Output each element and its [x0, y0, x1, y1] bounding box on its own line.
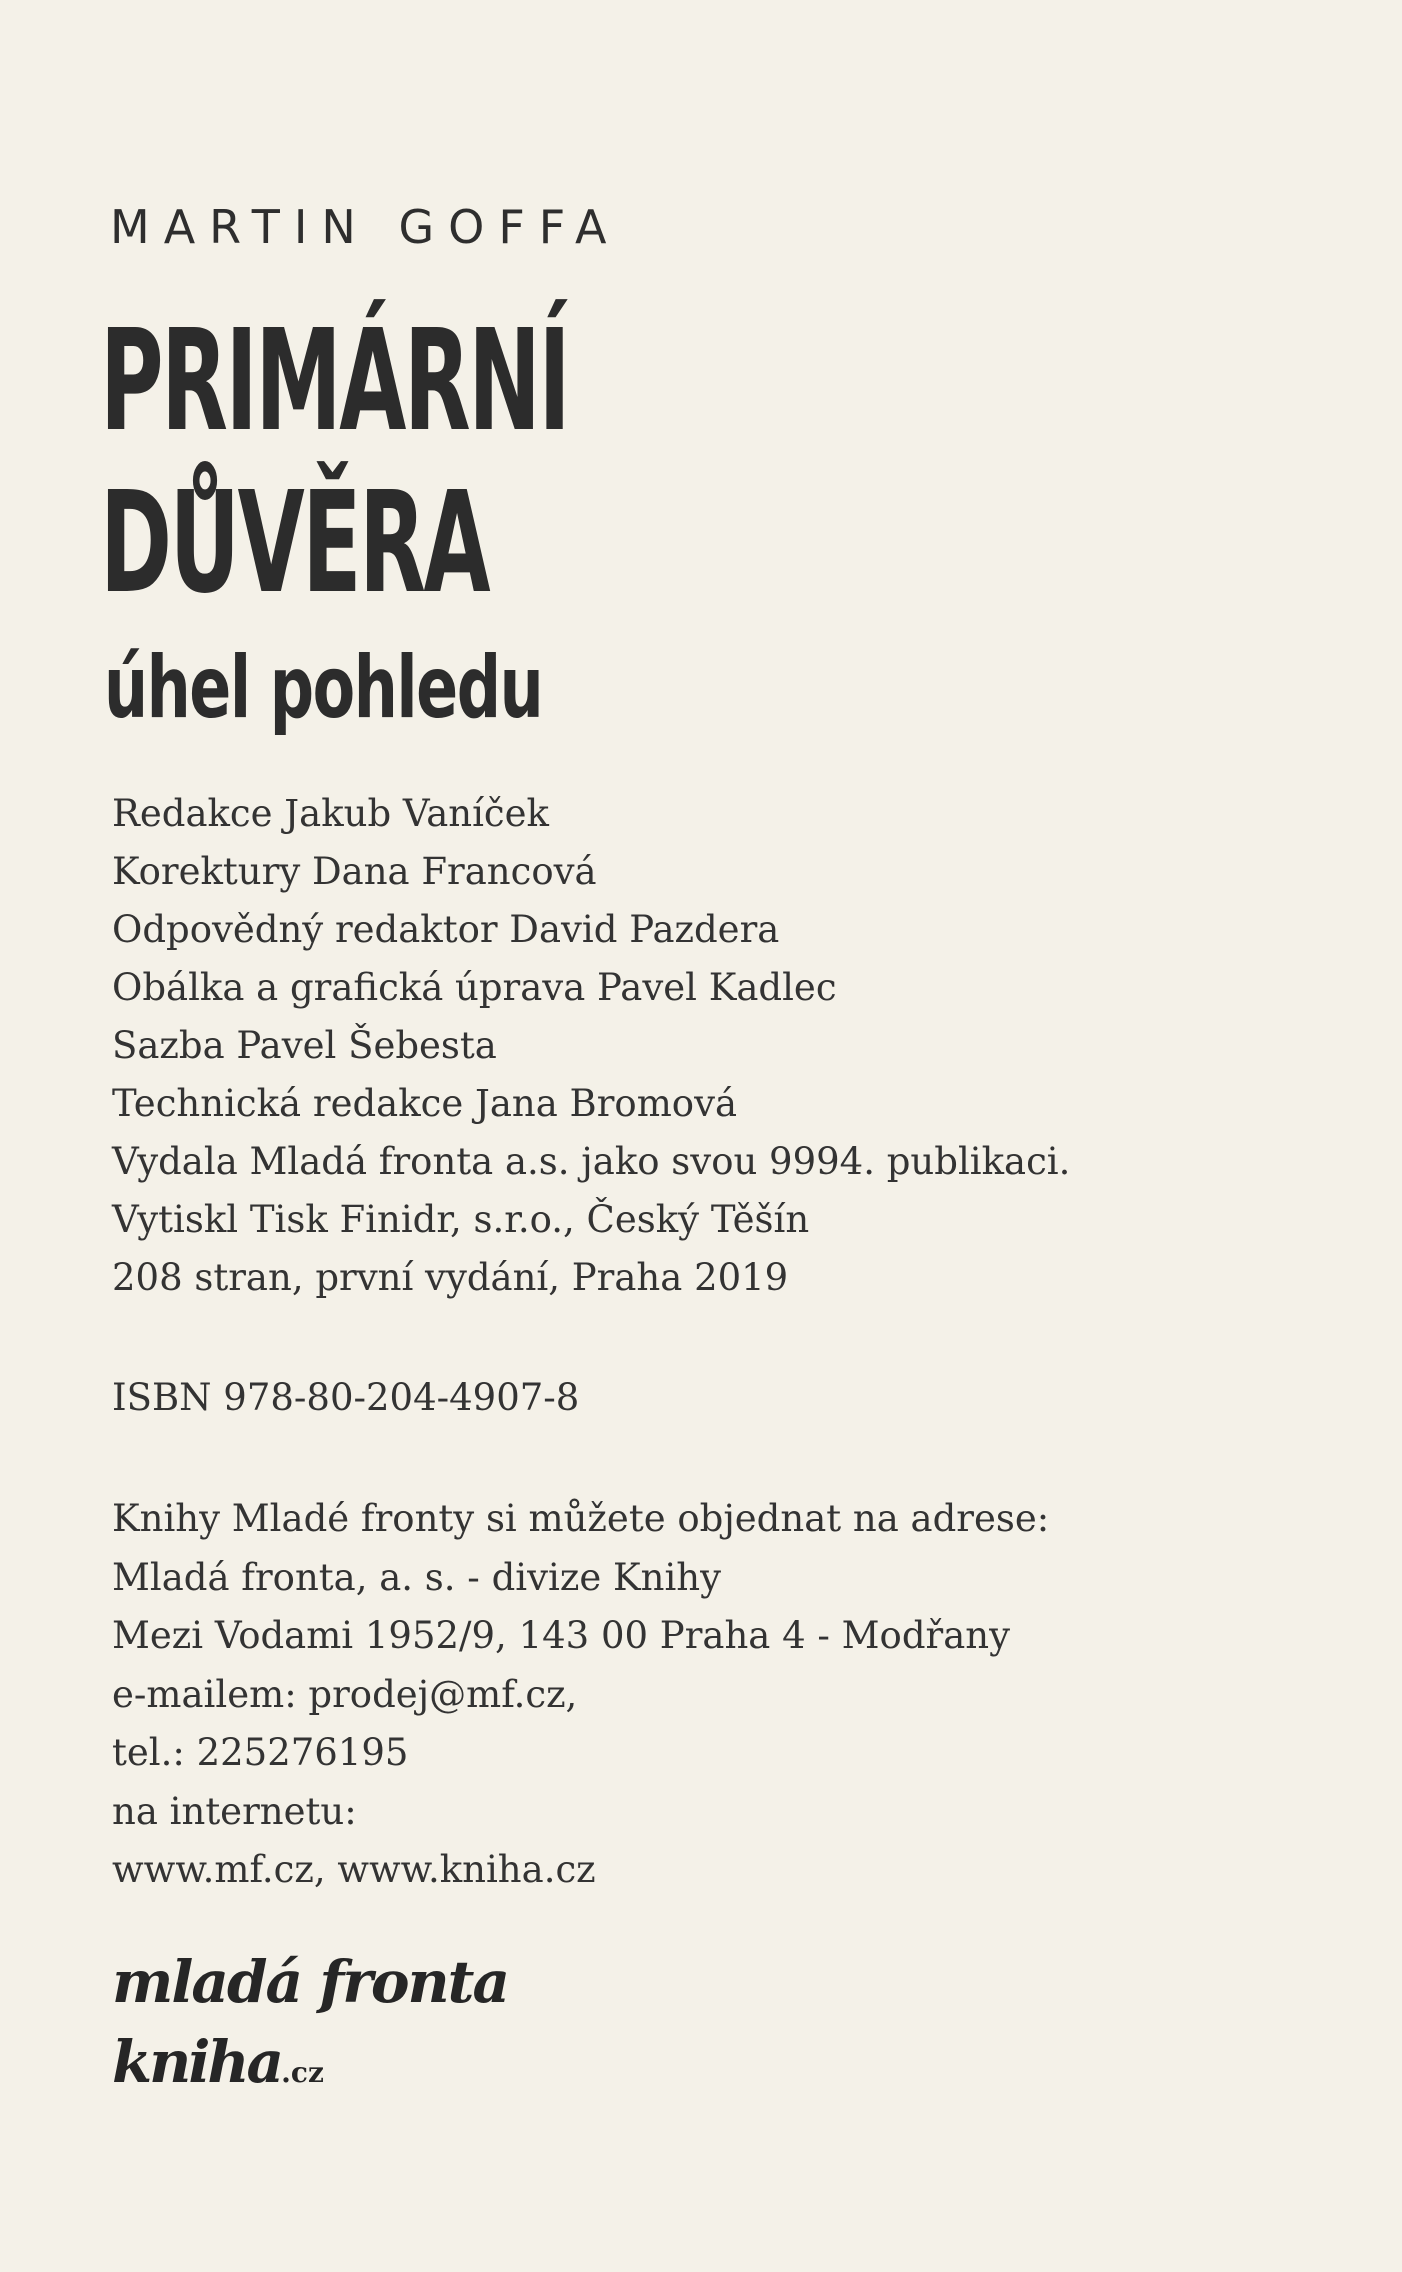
credit-line-edition: 208 stran, první vydání, Praha 2019 [112, 1256, 789, 1299]
kniha-logo-name: kniha [112, 2028, 282, 2096]
contact-block [112, 1490, 1049, 1900]
contact-line-email: e-mailem: prodej@mf.cz, [112, 1672, 578, 1716]
credits-block [112, 785, 1070, 1307]
isbn: ISBN 978-80-204-4907-8 [112, 1376, 580, 1419]
credit-line-cover-design: Obálka a grafická úprava Pavel Kadlec [112, 966, 837, 1009]
credit-line-typesetting: Sazba Pavel Šebesta [112, 1024, 497, 1067]
contact-line-internet-label: na internetu: [112, 1789, 357, 1833]
credit-line-printer: Vytiskl Tisk Finidr, s.r.o., Český Těšín [112, 1198, 810, 1241]
book-title-line-1: PRIMÁRNÍ [100, 300, 569, 463]
contact-line-websites: www.mf.cz, www.kniha.cz [112, 1848, 596, 1891]
book-subtitle: úhel pohledu [104, 638, 543, 738]
credit-line-editor: Redakce Jakub Vaníček [112, 792, 549, 835]
credit-line-proofreading: Korektury Dana Francová [112, 850, 597, 893]
credit-line-technical-editor: Technická redakce Jana Bromová [112, 1082, 738, 1125]
author-name: MARTIN GOFFA [110, 200, 621, 254]
contact-line-phone: tel.: 225276195 [112, 1731, 409, 1774]
credit-line-publisher: Vydala Mladá fronta a.s. jako svou 9994. publikaci. [112, 1140, 1071, 1183]
kniha-logo-tld: .cz [281, 2056, 324, 2089]
publisher-logo: mladá fronta [112, 1948, 509, 2016]
contact-line-intro: Knihy Mladé fronty si můžete objednat na adrese: [112, 1497, 1050, 1540]
book-title-line-2: DŮVĚRA [100, 462, 489, 625]
credit-line-responsible-editor: Odpovědný redaktor David Pazdera [112, 908, 780, 951]
contact-line-company: Mladá fronta, a. s. - divize Knihy [112, 1555, 722, 1599]
kniha-cz-logo [112, 2028, 324, 2096]
contact-line-address: Mezi Vodami 1952/9, 143 00 Praha 4 - Modřany [112, 1614, 1010, 1657]
